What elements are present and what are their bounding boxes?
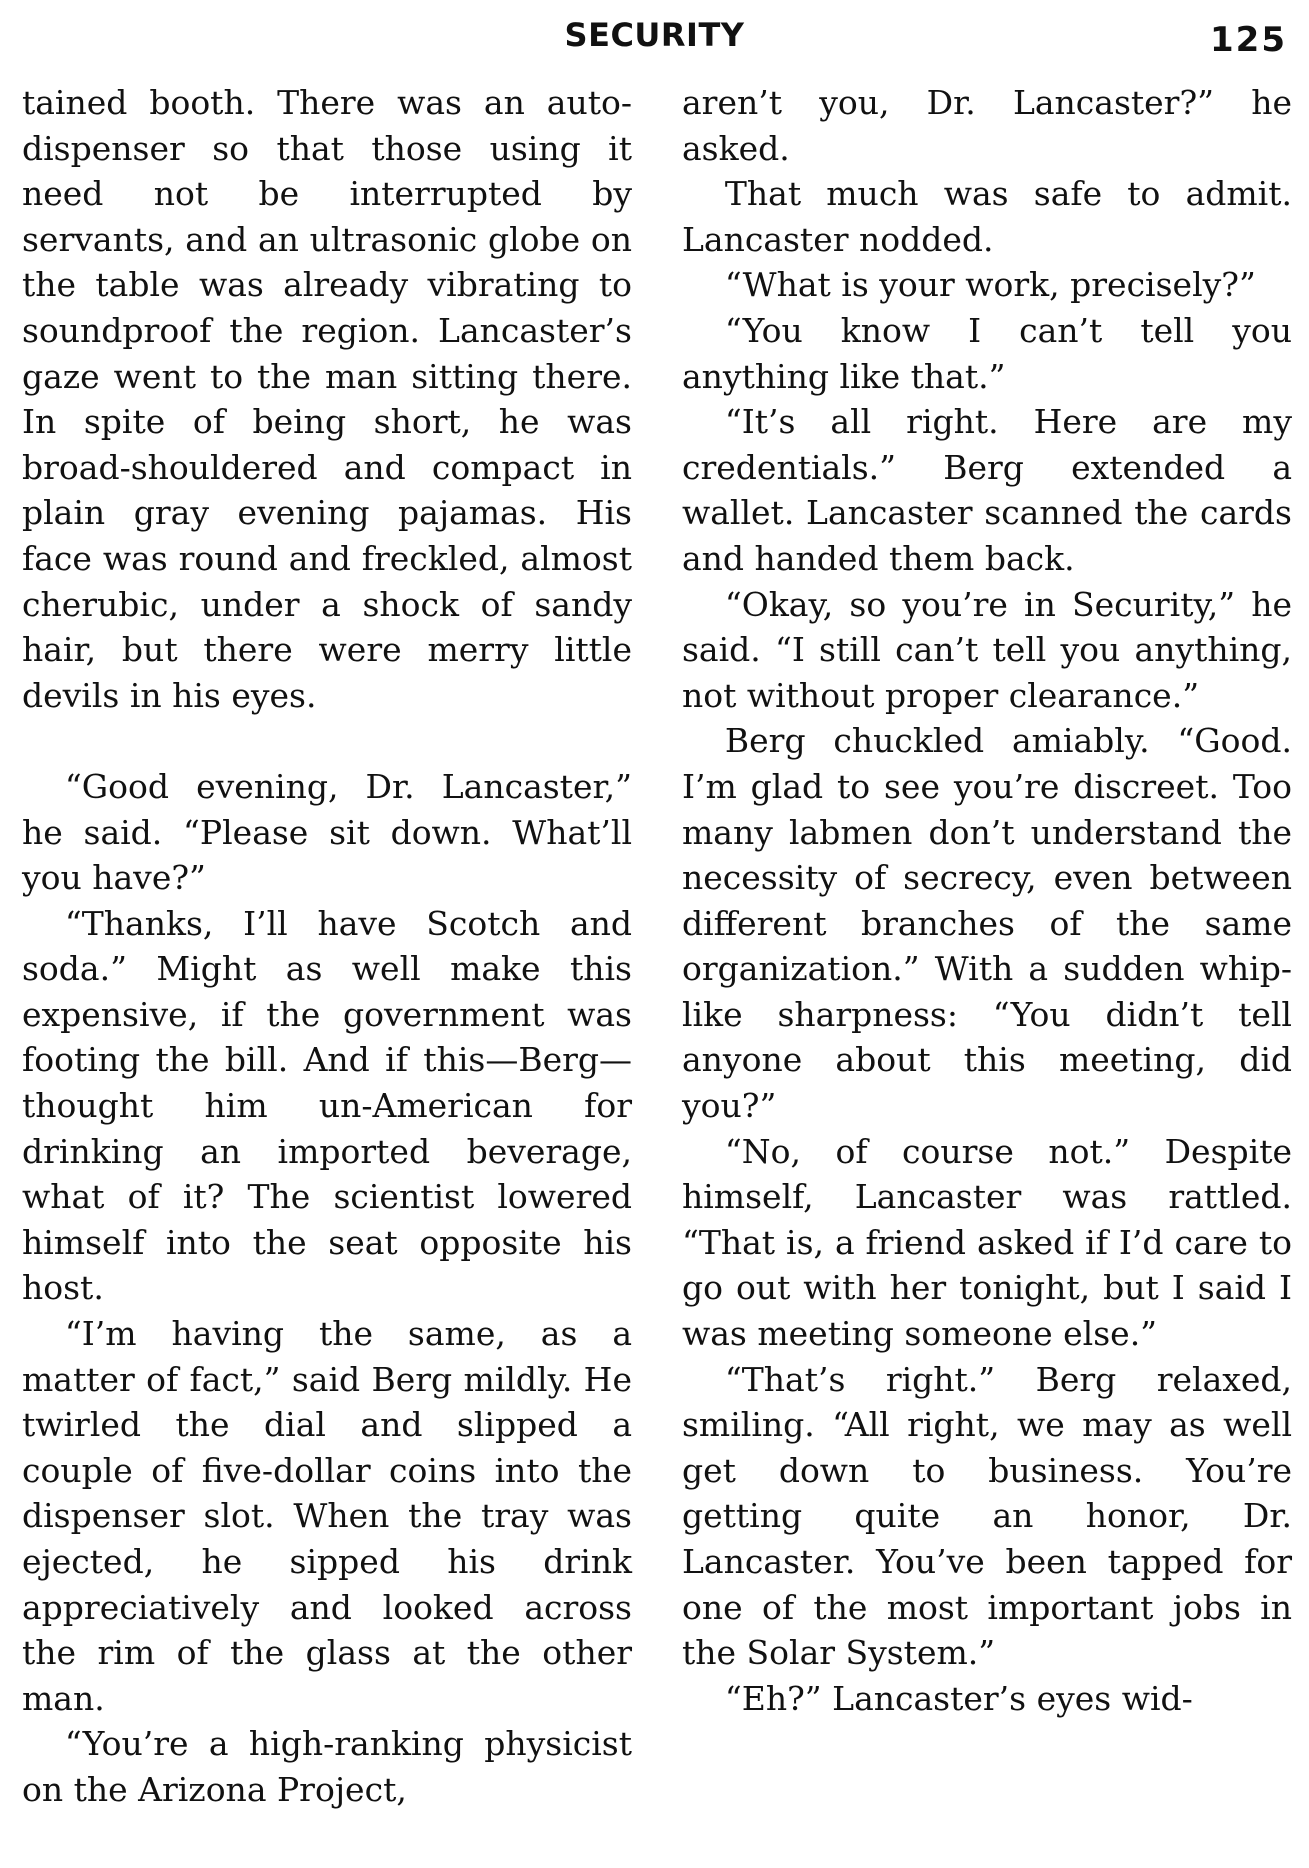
- paragraph: aren’t you, Dr. Lancaster?” he asked.: [682, 83, 1292, 168]
- paragraph: Berg chuckled amiably. “Good. I’m glad to see you’re discreet. Too many labmen don’t understand the necessity of secrecy, even between different branches of the same organization.” With a sudden whip-like sharpness: “You didn’t tell anyone about this meeting, did you?”: [682, 721, 1292, 1126]
- page-number: 125: [1210, 20, 1287, 60]
- paragraph: “Okay, so you’re in Security,” he said. “I still can’t tell you anything, not without proper clearance.”: [682, 584, 1292, 715]
- paragraph: “It’s all right. Here are my credentials.” Berg extended a wallet. Lancaster scanned the cards and handed them back.: [682, 402, 1292, 578]
- paragraph: “That’s right.” Berg relaxed, smiling. “All right, we may as well get down to business. You’re getting quite an honor, Dr. Lancaster. You’ve been tapped for one of the most important jobs in the Solar System.”: [682, 1359, 1292, 1673]
- paragraph: That much was safe to admit. Lancaster nodded.: [682, 174, 1292, 259]
- right-column: [682, 80, 1292, 1721]
- left-column: [22, 80, 632, 1813]
- paragraph: “Thanks, I’ll have Scotch and soda.” Might as well make this expensive, if the government was footing the bill. And if this—Berg—thought him un-American for drinking an imported beverage, what of it? The scientist lowered himself into the seat opposite his host.: [22, 903, 632, 1308]
- paragraph: “What is your work, precisely?”: [724, 265, 1256, 305]
- paragraph: “Eh?” Lancaster’s eyes wid-: [724, 1678, 1193, 1718]
- paragraph: “You know I can’t tell you anything like that.”: [682, 310, 1292, 396]
- paragraph: “Good evening, Dr. Lancaster,” he said. “Please sit down. What’ll you have?”: [22, 766, 632, 898]
- paragraph: “You’re a high-ranking physicist on the Arizona Project,: [22, 1724, 632, 1809]
- running-head: [0, 16, 1309, 60]
- paragraph: tained booth. There was an auto-dispenser so that those using it need not be interrupted by servants, and an ultrasonic globe on the table was already vibrating to soundproof the region. Lancaster’s gaze went to the man sitting there. In spite of being short, he was broad-shouldered and compact in plain gray evening pajamas. His face was round and freckled, almost cherubic, under a shock of sandy hair, but there were merry little devils in his eyes.: [22, 83, 632, 715]
- paragraph: “I’m having the same, as a matter of fact,” said Berg mildly. He twirled the dial and slipped a couple of five-dollar coins into the dispenser slot. When the tray was ejected, he sipped his drink appreciatively and looked across the rim of the glass at the other man.: [22, 1314, 632, 1718]
- running-title: SECURITY: [564, 16, 745, 54]
- paragraph: “No, of course not.” Despite himself, Lancaster was rattled. “That is, a friend asked if I’d care to go out with her tonight, but I said I was meeting someone else.”: [682, 1131, 1292, 1354]
